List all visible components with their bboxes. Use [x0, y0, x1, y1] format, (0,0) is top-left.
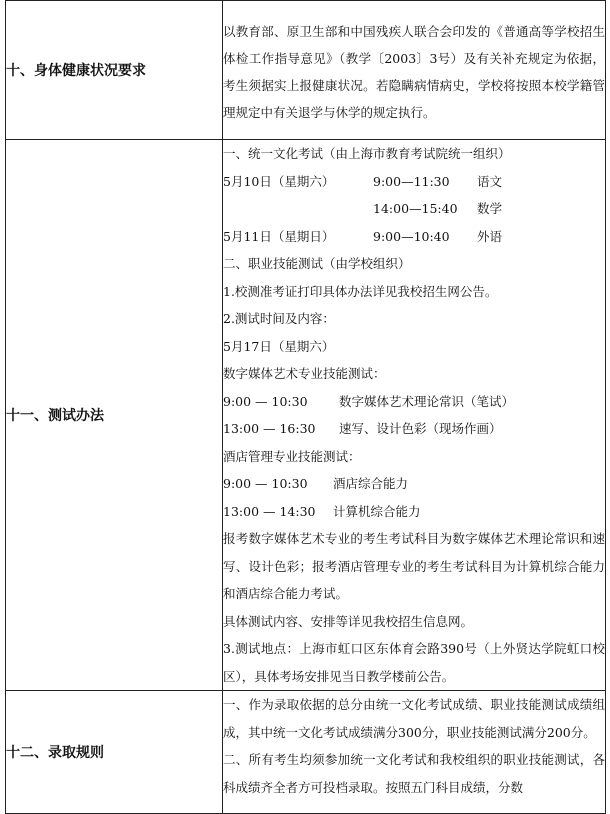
- details-note: 具体测试内容、安排等详见我校招生信息网。: [223, 613, 474, 629]
- admission-rule: 二、所有考生均须参加统一文化考试和我校组织的职业技能测试，各科成绩齐全者方可投档录取。按照五门科目成绩，分数: [223, 752, 605, 795]
- section-label: 十二、录取规则: [6, 691, 223, 814]
- section-label: 十一、测试办法: [6, 140, 223, 691]
- admission-rule: 一、作为录取依据的总分由统一文化考试成绩、职业技能测试成绩组成，其中统一文化考试成绩满分300分，职业技能测试满分200分。: [223, 697, 605, 740]
- test-subject: 数字媒体艺术理论常识（笔试）: [339, 393, 515, 409]
- test-time: 13:00 — 14:30: [223, 503, 316, 519]
- admissions-table: [5, 0, 606, 814]
- subjects-note: 报考数字媒体艺术专业的考生考试科目为数字媒体艺术理论常识和速写、设计色彩；报考酒店管理专业的考生考试科目为计算机综合能力和酒店综合能力考试。: [223, 531, 605, 601]
- test-subject: 计算机综合能力: [333, 503, 421, 519]
- section-content: [223, 140, 606, 691]
- section-label: 十、身体健康状况要求: [6, 1, 223, 140]
- exam-schedule-row: [223, 195, 605, 223]
- section-content: [223, 1, 606, 140]
- test-subject: 速写、设计色彩（现场作画）: [339, 421, 502, 436]
- section-row-admission: [6, 691, 606, 814]
- exam-subject: 外语: [477, 228, 503, 244]
- digital-media-title: 数字媒体艺术专业技能测试：: [223, 366, 386, 381]
- exam-time: 9:00—11:30: [373, 173, 450, 189]
- test-row: [223, 415, 605, 443]
- exam-time: 14:00—15:40: [373, 201, 458, 216]
- test-time: 13:00 — 16:30: [223, 421, 316, 436]
- exam-date: 5月11日（星期日）: [223, 228, 335, 244]
- list-item: 1.校测准考证打印具体办法详见我校招生网公告。: [223, 283, 498, 299]
- skills-heading: 二、职业技能测试（由学校组织）: [223, 256, 411, 271]
- exam-date: 5月10日（星期六）: [223, 173, 335, 189]
- exam-time: 9:00—10:40: [373, 228, 450, 244]
- section-content: [223, 691, 606, 814]
- exam-heading: 一、统一文化考试（由上海市教育考试院统一组织）: [223, 146, 511, 161]
- exam-schedule-row: [223, 223, 605, 251]
- hotel-management-title: 酒店管理专业技能测试：: [223, 448, 361, 464]
- list-item: 2.测试时间及内容：: [223, 311, 335, 326]
- test-subject: 酒店综合能力: [333, 476, 409, 491]
- skills-date: 5月17日（星期六）: [223, 338, 335, 354]
- test-time: 9:00 — 10:30: [223, 393, 308, 409]
- section-row-health: [6, 1, 606, 140]
- test-row: [223, 388, 605, 416]
- exam-subject: 数学: [477, 201, 503, 216]
- exam-schedule-row: [223, 168, 605, 196]
- test-time: 9:00 — 10:30: [223, 476, 308, 491]
- exam-subject: 语文: [477, 173, 503, 189]
- health-paragraph: 以教育部、原卫生部和中国残疾人联合会印发的《普通高等学校招生体检工作指导意见》（教学〔2003〕3号）及有关补充规定为依据，考生须据实上报健康状况。若隐瞒病情病史，学校将按照本校学籍管理规定中有关退学与休学的规定执行。: [223, 24, 605, 120]
- test-row: [223, 470, 605, 498]
- section-row-testing: [6, 140, 606, 691]
- test-row: [223, 498, 605, 526]
- test-location: 3.测试地点：上海市虹口区东体育会路390号（上外贤达学院虹口校区），具体考场安排见当日教学楼前公告。: [223, 641, 605, 684]
